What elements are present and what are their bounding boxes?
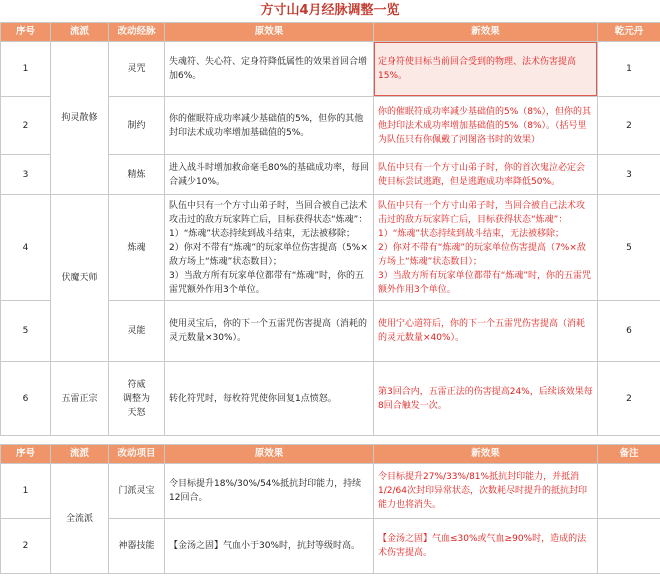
row-number: 3 [1,155,51,195]
table-row [1,195,660,301]
meridian-line: 符威 [127,379,146,390]
new-effect: 【金汤之固】气血≤30%或气血≥90%时，造成的法术伤害提高。 [374,519,598,574]
new-effect-line: 1）“炼魂”状态持续到战斗结束，无法被移除； [378,228,565,239]
old-effect: 转化符咒时，每枚符咒使你回复1点愤怒。 [165,362,374,436]
old-effect: 令目标提升18%/30%/54%抵抗封印能力，持续12回合。 [165,464,374,519]
old-effect: 使用灵宝后，你的下一个五雷咒伤害提高（消耗的灵元数量×30%）。 [165,301,374,362]
new-effect: 定身符使目标当前回合受到的物理、法术伤害提高15%。 [374,42,598,97]
col-header: 序号 [1,445,51,464]
row-number: 2 [1,519,51,574]
col-header: 乾元丹 [598,23,660,42]
note-cell [598,464,660,519]
old-effect-line: 3）当敌方所有玩家单位都带有“炼魂”时，你的五雷咒额外作用3个单位。 [169,270,365,295]
meridian-cell [109,362,165,436]
table-header-row [1,23,660,42]
old-effect: 【金汤之固】气血小于30%时，抗封等级时高。 [165,519,374,574]
meridian-line: 调整为 [122,393,150,404]
school-cell: 五雷正宗 [51,362,109,436]
new-effect: 你的催眠符成功率减少基础值的5%（8%），但你的其他封印法术成功率增加基础值的5%（8%）。（括号里为队伍只有你佩戴了河图洛书时的效果） [374,97,598,155]
col-header: 新效果 [374,23,598,42]
table-row [1,42,660,97]
qianyuandan-cell: 5 [598,195,660,301]
row-number: 4 [1,195,51,301]
col-header: 改动经脉 [109,23,165,42]
old-effect: 你的催眠符成功率减少基础值的5%，但你的其他封印法术成功率增加基础值的5%。 [165,97,374,155]
col-header: 原效果 [165,445,374,464]
new-effect-line: 3）当敌方所有玩家单位都带有“炼魂”时，你的五雷咒额外作用3个单位。 [378,270,592,295]
old-effect [165,195,374,301]
meridian-cell: 灵咒 [109,42,165,97]
table-row [1,362,660,436]
table-row [1,464,660,519]
page-title: 方寸山4月经脉调整一览 [260,3,400,18]
old-effect-line: 队伍中只有一个方寸山弟子时，当回合被自己法术攻击过的敌方玩家阵亡后，目标获得状态“炼魂”： [169,200,368,225]
qianyuandan-cell: 2 [598,97,660,155]
new-effect: 令目标提升27%/33%/81%抵抗封印能力，并抵消1/2/64次封印异常状态，次数耗尽时提升的抵抗封印能力也将消失。 [374,464,598,519]
school-cell: 伏魔天师 [51,195,109,362]
qianyuandan-cell: 1 [598,42,660,97]
col-header: 序号 [1,23,51,42]
item-cell: 神器技能 [109,519,165,574]
school-cell: 全流派 [51,464,109,574]
new-effect-line: 队伍中只有一个方寸山弟子时，当回合被自己法术攻击过的敌方玩家阵亡后，目标获得状态“炼魂”： [378,200,586,225]
table-header-row [1,445,660,464]
old-effect-line: 1）“炼魂”状态持续到战斗结束，无法被移除； [169,228,356,239]
col-header: 新效果 [374,445,598,464]
new-effect: 队伍中只有一个方寸山弟子时，你的首次鬼泣必定会使目标尝试逃跑，但是逃跑成功率降低50%。 [374,155,598,195]
old-effect: 进入战斗时增加救命毫毛80%的基础成功率，每回合减少10%。 [165,155,374,195]
meridian-cell: 灵能 [109,301,165,362]
school-cell: 拘灵散修 [51,42,109,195]
meridian-cell: 制约 [109,97,165,155]
row-number: 5 [1,301,51,362]
old-effect-line: 2）你对不带有“炼魂”的玩家单位伤害提高（5%×敌方场上“炼魂”状态数目）； [169,242,368,267]
new-effect: 使用宁心道符后，你的下一个五雷咒伤害提高（消耗的灵元数量×40%）。 [374,301,598,362]
new-effect: 第3回合内，五雷正法的伤害提高24%，后续该效果每8回合触发一次。 [374,362,598,436]
item-cell: 门派灵宝 [109,464,165,519]
row-number: 1 [1,42,51,97]
note-cell [598,519,660,574]
meridian-line: 天怒 [127,407,146,418]
row-number: 2 [1,97,51,155]
row-number: 1 [1,464,51,519]
meridian-cell: 炼魂 [109,195,165,301]
new-effect [374,195,598,301]
general-changes-table [0,444,660,574]
col-header: 备注 [598,445,660,464]
col-header: 改动项目 [109,445,165,464]
qianyuandan-cell: 6 [598,301,660,362]
new-effect-line: 2）你对不带有“炼魂”的玩家单位伤害提高（7%×敌方场上“炼魂”状态数目）； [378,242,586,267]
col-header: 流派 [51,23,109,42]
old-effect: 失魂符、失心符、定身符降低属性的效果首回合增加6%。 [165,42,374,97]
meridian-table [0,22,660,436]
col-header: 原效果 [165,23,374,42]
meridian-cell: 精炼 [109,155,165,195]
row-number: 6 [1,362,51,436]
qianyuandan-cell: 3 [598,155,660,195]
col-header: 流派 [51,445,109,464]
qianyuandan-cell: 2 [598,362,660,436]
